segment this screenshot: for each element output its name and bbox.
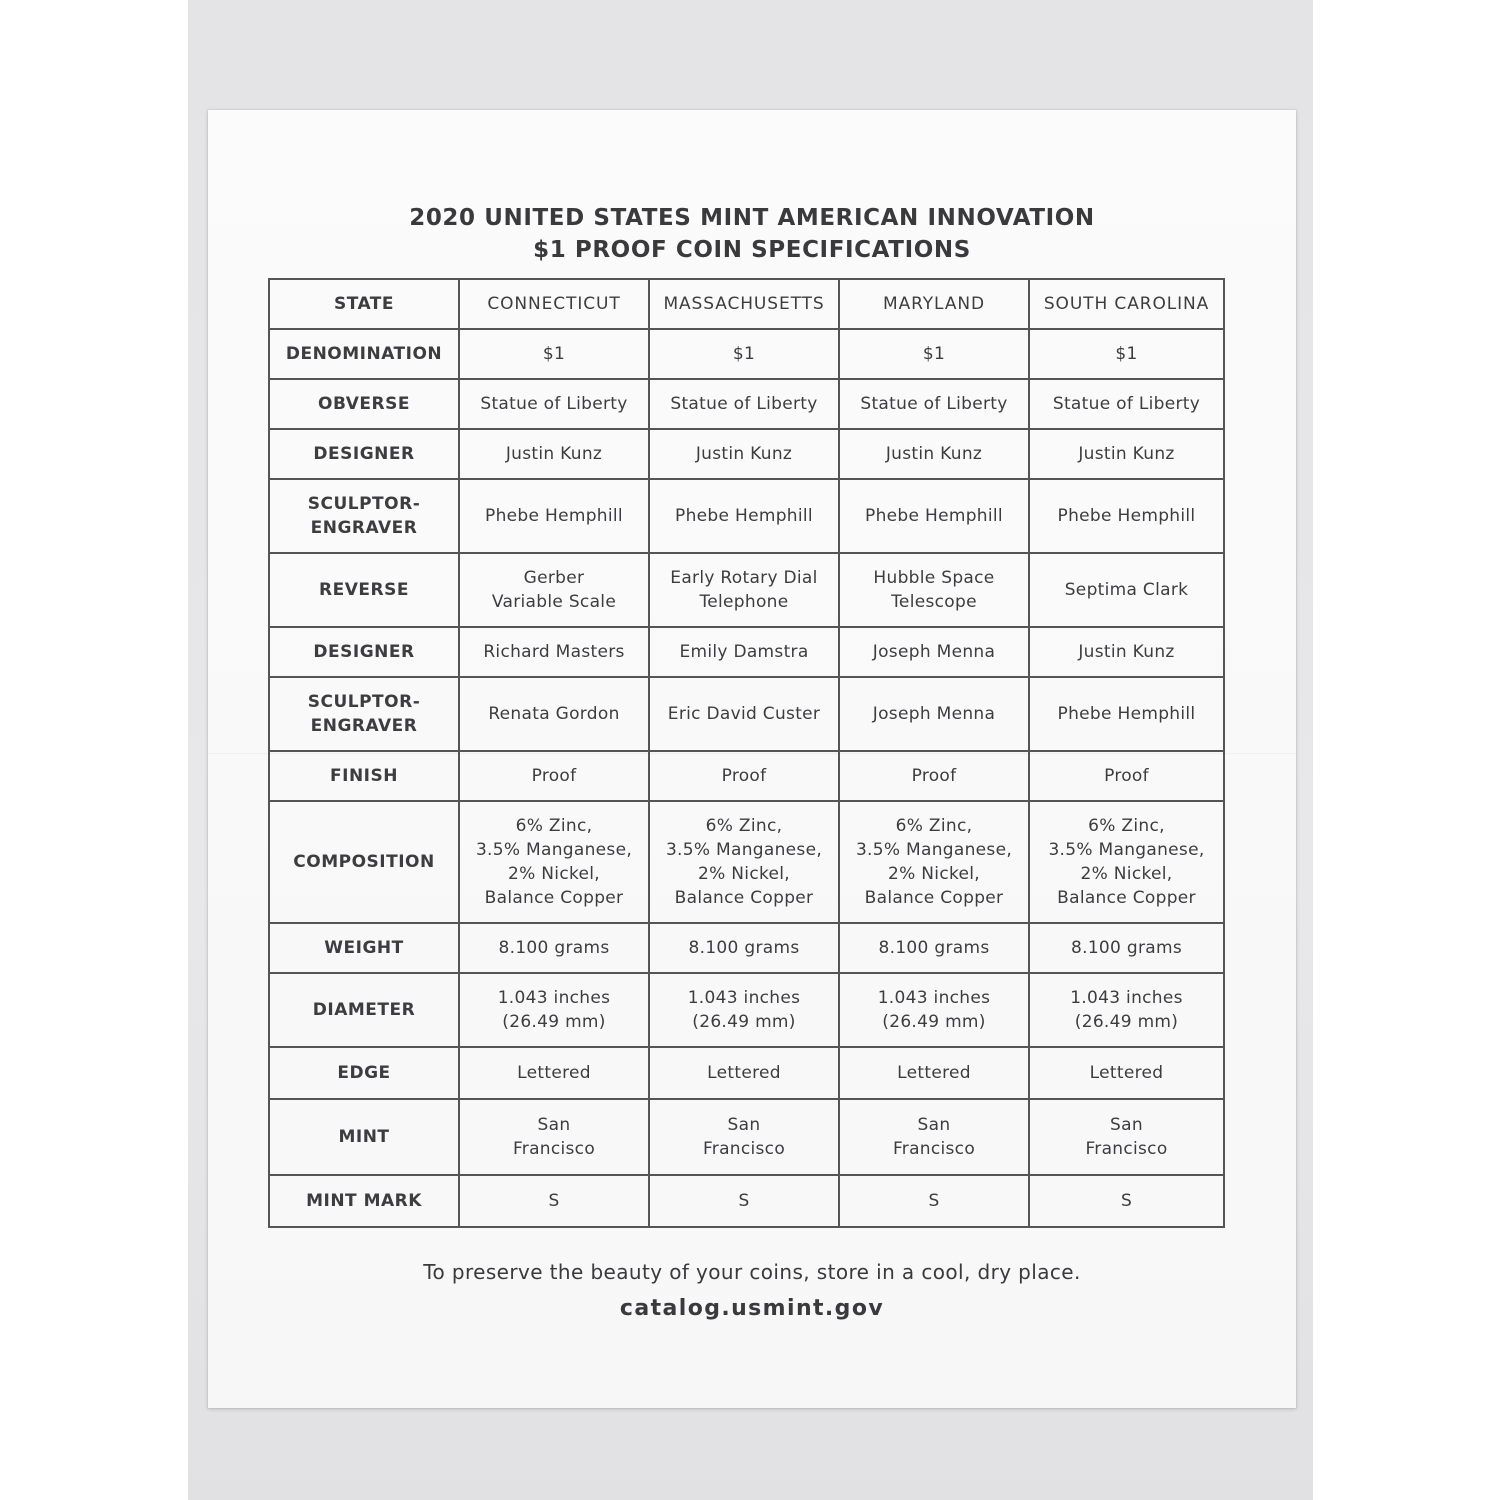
table-cell: MARYLAND	[839, 279, 1029, 329]
cell-line: San	[537, 1115, 571, 1135]
cell-line: 1.043 inches	[497, 988, 611, 1008]
title-line-1: 2020 UNITED STATES MINT AMERICAN INNOVATION	[409, 205, 1095, 231]
row-label-line: SCULPTOR-	[307, 494, 421, 514]
table-row	[269, 379, 1224, 429]
table-cell: Proof	[1029, 751, 1224, 801]
table-row	[269, 479, 1224, 553]
table-cell: Statue of Liberty	[1029, 379, 1224, 429]
cell-line: (26.49 mm)	[882, 1012, 986, 1032]
cell-line: 2% Nickel,	[508, 864, 600, 884]
table-cell: S	[839, 1175, 1029, 1227]
table-cell: $1	[649, 329, 839, 379]
table-row	[269, 429, 1224, 479]
table-row	[269, 801, 1224, 923]
table-cell: 8.100 grams	[459, 923, 649, 973]
table-cell: $1	[1029, 329, 1224, 379]
cell-line: Francisco	[1085, 1139, 1168, 1159]
table-cell	[1029, 801, 1224, 923]
row-label: MINT	[269, 1099, 459, 1175]
row-label: EDGE	[269, 1047, 459, 1099]
table-cell: Statue of Liberty	[459, 379, 649, 429]
cell-line: 3.5% Manganese,	[855, 840, 1013, 860]
table-cell: Proof	[649, 751, 839, 801]
cell-line: 6% Zinc,	[515, 816, 593, 836]
table-cell: S	[459, 1175, 649, 1227]
table-cell: Richard Masters	[459, 627, 649, 677]
cell-line: Balance Copper	[674, 888, 814, 908]
cell-line: 6% Zinc,	[1088, 816, 1165, 836]
row-label-line: SCULPTOR-	[307, 692, 421, 712]
table-cell: 8.100 grams	[839, 923, 1029, 973]
table-cell: S	[1029, 1175, 1224, 1227]
table-cell: Justin Kunz	[459, 429, 649, 479]
table-cell	[649, 1099, 839, 1175]
table-cell: Phebe Hemphill	[649, 479, 839, 553]
cell-line: Hubble Space	[873, 568, 995, 588]
table-cell: Eric David Custer	[649, 677, 839, 751]
row-label: FINISH	[269, 751, 459, 801]
cell-line: 1.043 inches	[687, 988, 801, 1008]
table-cell: Lettered	[459, 1047, 649, 1099]
cell-line: Balance Copper	[1057, 888, 1196, 908]
cell-line: Telephone	[699, 592, 789, 612]
table-row	[269, 1175, 1224, 1227]
table-cell: Emily Damstra	[649, 627, 839, 677]
cell-line: San	[917, 1115, 951, 1135]
catalog-url: catalog.usmint.gov	[619, 1296, 885, 1321]
table-cell: Lettered	[839, 1047, 1029, 1099]
table-cell: Phebe Hemphill	[1029, 677, 1224, 751]
cell-line: San	[727, 1115, 761, 1135]
cell-line: Francisco	[892, 1139, 976, 1159]
cell-line: 3.5% Manganese,	[475, 840, 633, 860]
table-row	[269, 677, 1224, 751]
cell-line: Francisco	[512, 1139, 596, 1159]
row-label	[269, 677, 459, 751]
table-row	[269, 279, 1224, 329]
row-label: REVERSE	[269, 553, 459, 627]
cell-line: Balance Copper	[864, 888, 1004, 908]
table-row	[269, 329, 1224, 379]
cell-line: 1.043 inches	[1070, 988, 1183, 1008]
cell-line: (26.49 mm)	[1074, 1012, 1179, 1032]
cell-line: Francisco	[702, 1139, 786, 1159]
table-cell: Justin Kunz	[649, 429, 839, 479]
specifications-table	[268, 278, 1225, 1228]
table-row	[269, 751, 1224, 801]
row-label: DESIGNER	[269, 627, 459, 677]
row-label: DIAMETER	[269, 973, 459, 1047]
table-cell	[1029, 973, 1224, 1047]
table-cell: Lettered	[1029, 1047, 1224, 1099]
cell-line: Telescope	[891, 592, 977, 612]
table-cell: Statue of Liberty	[649, 379, 839, 429]
cell-line: Gerber	[523, 568, 585, 588]
cell-line: 2% Nickel,	[1080, 864, 1173, 884]
cell-line: 2% Nickel,	[698, 864, 790, 884]
table-cell: $1	[839, 329, 1029, 379]
spec-card	[208, 110, 1296, 1408]
table-cell: MASSACHUSETTS	[649, 279, 839, 329]
table-cell: Septima Clark	[1029, 553, 1224, 627]
table-cell: 8.100 grams	[649, 923, 839, 973]
table-cell	[839, 973, 1029, 1047]
table-cell: 8.100 grams	[1029, 923, 1224, 973]
cell-line: 6% Zinc,	[705, 816, 783, 836]
table-cell	[649, 553, 839, 627]
table-cell	[839, 801, 1029, 923]
table-cell	[459, 801, 649, 923]
table-cell: Proof	[839, 751, 1029, 801]
table-cell: Phebe Hemphill	[459, 479, 649, 553]
cell-line: Early Rotary Dial	[670, 568, 818, 588]
table-cell	[459, 553, 649, 627]
cell-line: 3.5% Manganese,	[1048, 840, 1205, 860]
row-label-line: ENGRAVER	[310, 518, 418, 538]
table-cell: SOUTH CAROLINA	[1029, 279, 1224, 329]
table-cell	[649, 973, 839, 1047]
table-cell: Joseph Menna	[839, 627, 1029, 677]
table-row	[269, 973, 1224, 1047]
table-cell: Justin Kunz	[1029, 429, 1224, 479]
storage-note: To preserve the beauty of your coins, store in a cool, dry place.	[423, 1260, 1081, 1284]
row-label: WEIGHT	[269, 923, 459, 973]
table-cell	[839, 553, 1029, 627]
table-cell	[1029, 1099, 1224, 1175]
cell-line: (26.49 mm)	[692, 1012, 796, 1032]
row-label-line: ENGRAVER	[310, 716, 418, 736]
table-cell: Phebe Hemphill	[1029, 479, 1224, 553]
table-cell: Lettered	[649, 1047, 839, 1099]
table-cell: $1	[459, 329, 649, 379]
table-cell: Justin Kunz	[1029, 627, 1224, 677]
table-row	[269, 627, 1224, 677]
table-cell: S	[649, 1175, 839, 1227]
row-label: DENOMINATION	[269, 329, 459, 379]
cell-line: 2% Nickel,	[888, 864, 980, 884]
table-cell: Justin Kunz	[839, 429, 1029, 479]
cell-line: San	[1110, 1115, 1143, 1135]
cell-line: 6% Zinc,	[895, 816, 973, 836]
title-line-2: $1 PROOF COIN SPECIFICATIONS	[533, 237, 971, 263]
table-cell: Phebe Hemphill	[839, 479, 1029, 553]
table-cell	[459, 1099, 649, 1175]
row-label: OBVERSE	[269, 379, 459, 429]
row-label	[269, 479, 459, 553]
table-cell: Joseph Menna	[839, 677, 1029, 751]
cell-line: 3.5% Manganese,	[665, 840, 823, 860]
row-label: DESIGNER	[269, 429, 459, 479]
table-cell	[839, 1099, 1029, 1175]
table-cell	[459, 973, 649, 1047]
table-cell: Proof	[459, 751, 649, 801]
table-cell	[649, 801, 839, 923]
row-label: STATE	[269, 279, 459, 329]
table-cell: Statue of Liberty	[839, 379, 1029, 429]
table-cell: Renata Gordon	[459, 677, 649, 751]
row-label: COMPOSITION	[269, 801, 459, 923]
cell-line: Balance Copper	[484, 888, 624, 908]
table-cell: CONNECTICUT	[459, 279, 649, 329]
table-row	[269, 923, 1224, 973]
table-row	[269, 553, 1224, 627]
page-title	[208, 202, 1296, 266]
row-label: MINT MARK	[269, 1175, 459, 1227]
table-row	[269, 1099, 1224, 1175]
cell-line: 1.043 inches	[877, 988, 991, 1008]
cell-line: Variable Scale	[491, 592, 617, 612]
table-row	[269, 1047, 1224, 1099]
cell-line: (26.49 mm)	[502, 1012, 606, 1032]
